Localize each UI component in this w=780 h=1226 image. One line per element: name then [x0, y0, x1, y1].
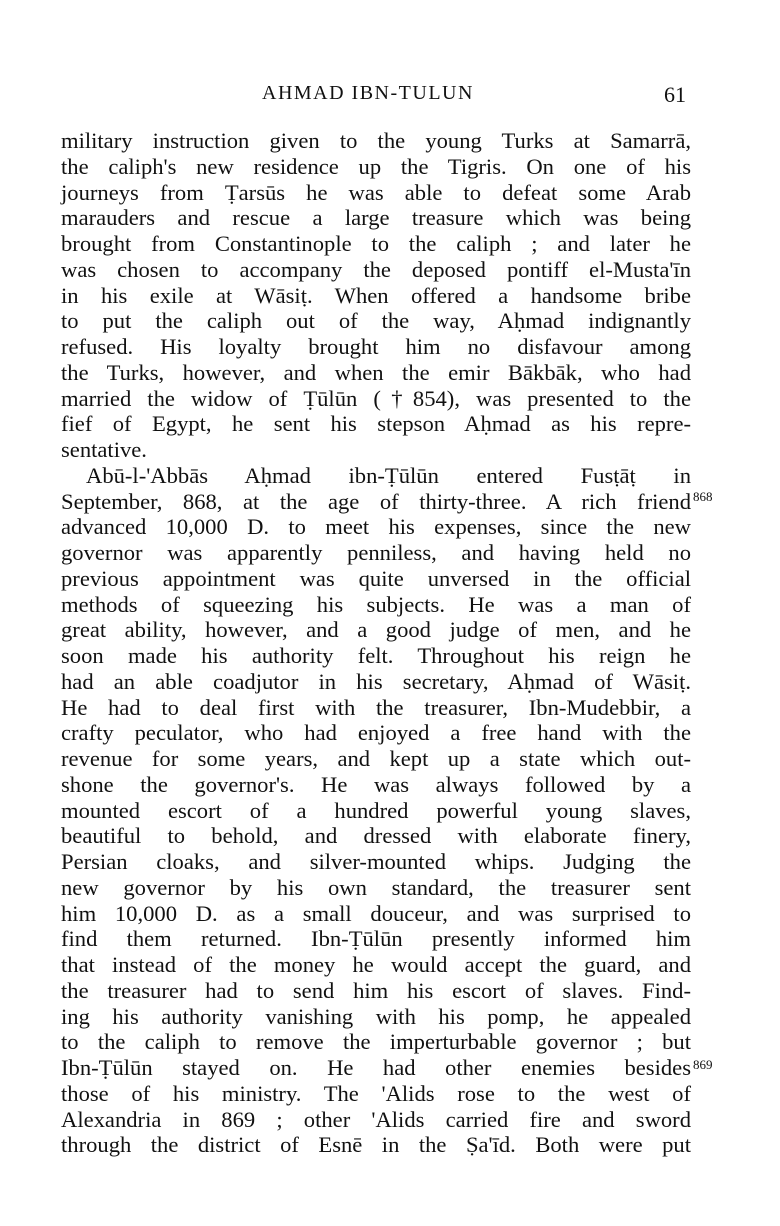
text-line: military instruction given to the young Turks at Samarrā,: [61, 128, 691, 153]
text-line: refused. His loyalty brought him no disfavour among: [61, 334, 691, 359]
text-line: revenue for some years, and kept up a state which out-: [61, 746, 691, 771]
text-line: brought from Constantinople to the caliph ; and later he: [61, 231, 691, 256]
text-line: that instead of the money he would accept the guard, and: [61, 952, 691, 977]
text-line: was chosen to accompany the deposed pontiff el-Musta'īn: [61, 256, 691, 282]
text-line: through the district of Esnē in the Ṣa'īd. Both were put: [61, 1132, 691, 1158]
text-line: governor was apparently penniless, and having held no: [61, 540, 691, 565]
text-line: previous appointment was quite unversed in the official: [61, 565, 691, 591]
text-line: shone the governor's. He was always followed by a: [61, 771, 691, 797]
text-line: new governor by his own standard, the treasurer sent: [61, 874, 691, 900]
text-line: crafty peculator, who had enjoyed a free hand with the: [61, 720, 691, 746]
page-number: 61: [664, 82, 686, 107]
text-line: marauders and rescue a large treasure which was being: [61, 205, 691, 231]
text-line: Ibn-Ṭūlūn stayed on. He had other enemies besides: [61, 1055, 691, 1080]
text-line: him 10,000 D. as a small douceur, and was surprised to: [61, 900, 691, 926]
text-line: He had to deal first with the treasurer, Ibn-Mudebbir, a: [61, 694, 691, 720]
text-line: Persian cloaks, and silver-mounted whips. Judging the: [61, 849, 691, 874]
body-text: [61, 128, 691, 1158]
text-line: the caliph's new residence up the Tigris. On one of his: [61, 153, 691, 179]
text-line: beautiful to behold, and dressed with elaborate finery,: [61, 823, 691, 849]
running-title: AHMAD IBN-TULUN: [262, 82, 474, 104]
text-line: sentative.: [61, 437, 147, 462]
text-line: had an able coadjutor in his secretary, Aḥmad of Wāsiṭ.: [61, 668, 691, 694]
text-line: to put the caliph out of the way, Aḥmad indignantly: [61, 308, 691, 334]
text-line: to the caliph to remove the imperturbable governor ; but: [61, 1029, 691, 1055]
text-line: methods of squeezing his subjects. He was a man of: [61, 591, 691, 617]
text-line: Alexandria in 869 ; other 'Alids carried fire and sword: [61, 1106, 691, 1132]
text-line: September, 868, at the age of thirty-three. A rich friend: [61, 488, 691, 514]
text-line: the Turks, however, and when the emir Bākbāk, who had: [61, 359, 691, 385]
text-line: the treasurer had to send him his escort of slaves. Find-: [61, 977, 691, 1003]
running-head: [0, 82, 780, 108]
text-line: mounted escort of a hundred powerful young slaves,: [61, 797, 691, 823]
margin-note-year: 869: [693, 1057, 713, 1072]
text-line: those of his ministry. The 'Alids rose to the west of: [61, 1080, 691, 1106]
text-line: married the widow of Ṭūlūn (†854), was presented to the: [61, 385, 691, 411]
text-line: great ability, however, and a good judge of men, and he: [61, 617, 691, 643]
text-line: ing his authority vanishing with his pomp, he appealed: [61, 1003, 691, 1029]
text-line: journeys from Ṭarsūs he was able to defeat some Arab: [61, 179, 691, 205]
paragraph-start-line: Abū-l-'Abbās Aḥmad ibn-Ṭūlūn entered Fusṭāṭ in: [86, 462, 691, 488]
text-line: soon made his authority felt. Throughout his reign he: [61, 643, 691, 668]
text-line: advanced 10,000 D. to meet his expenses, since the new: [61, 514, 691, 540]
text-line: find them returned. Ibn-Ṭūlūn presently informed him: [61, 926, 691, 952]
margin-note-year: 868: [693, 489, 713, 504]
text-line: fief of Egypt, he sent his stepson Aḥmad as his repre-: [61, 411, 691, 437]
text-line: in his exile at Wāsiṭ. When offered a handsome bribe: [61, 282, 691, 308]
